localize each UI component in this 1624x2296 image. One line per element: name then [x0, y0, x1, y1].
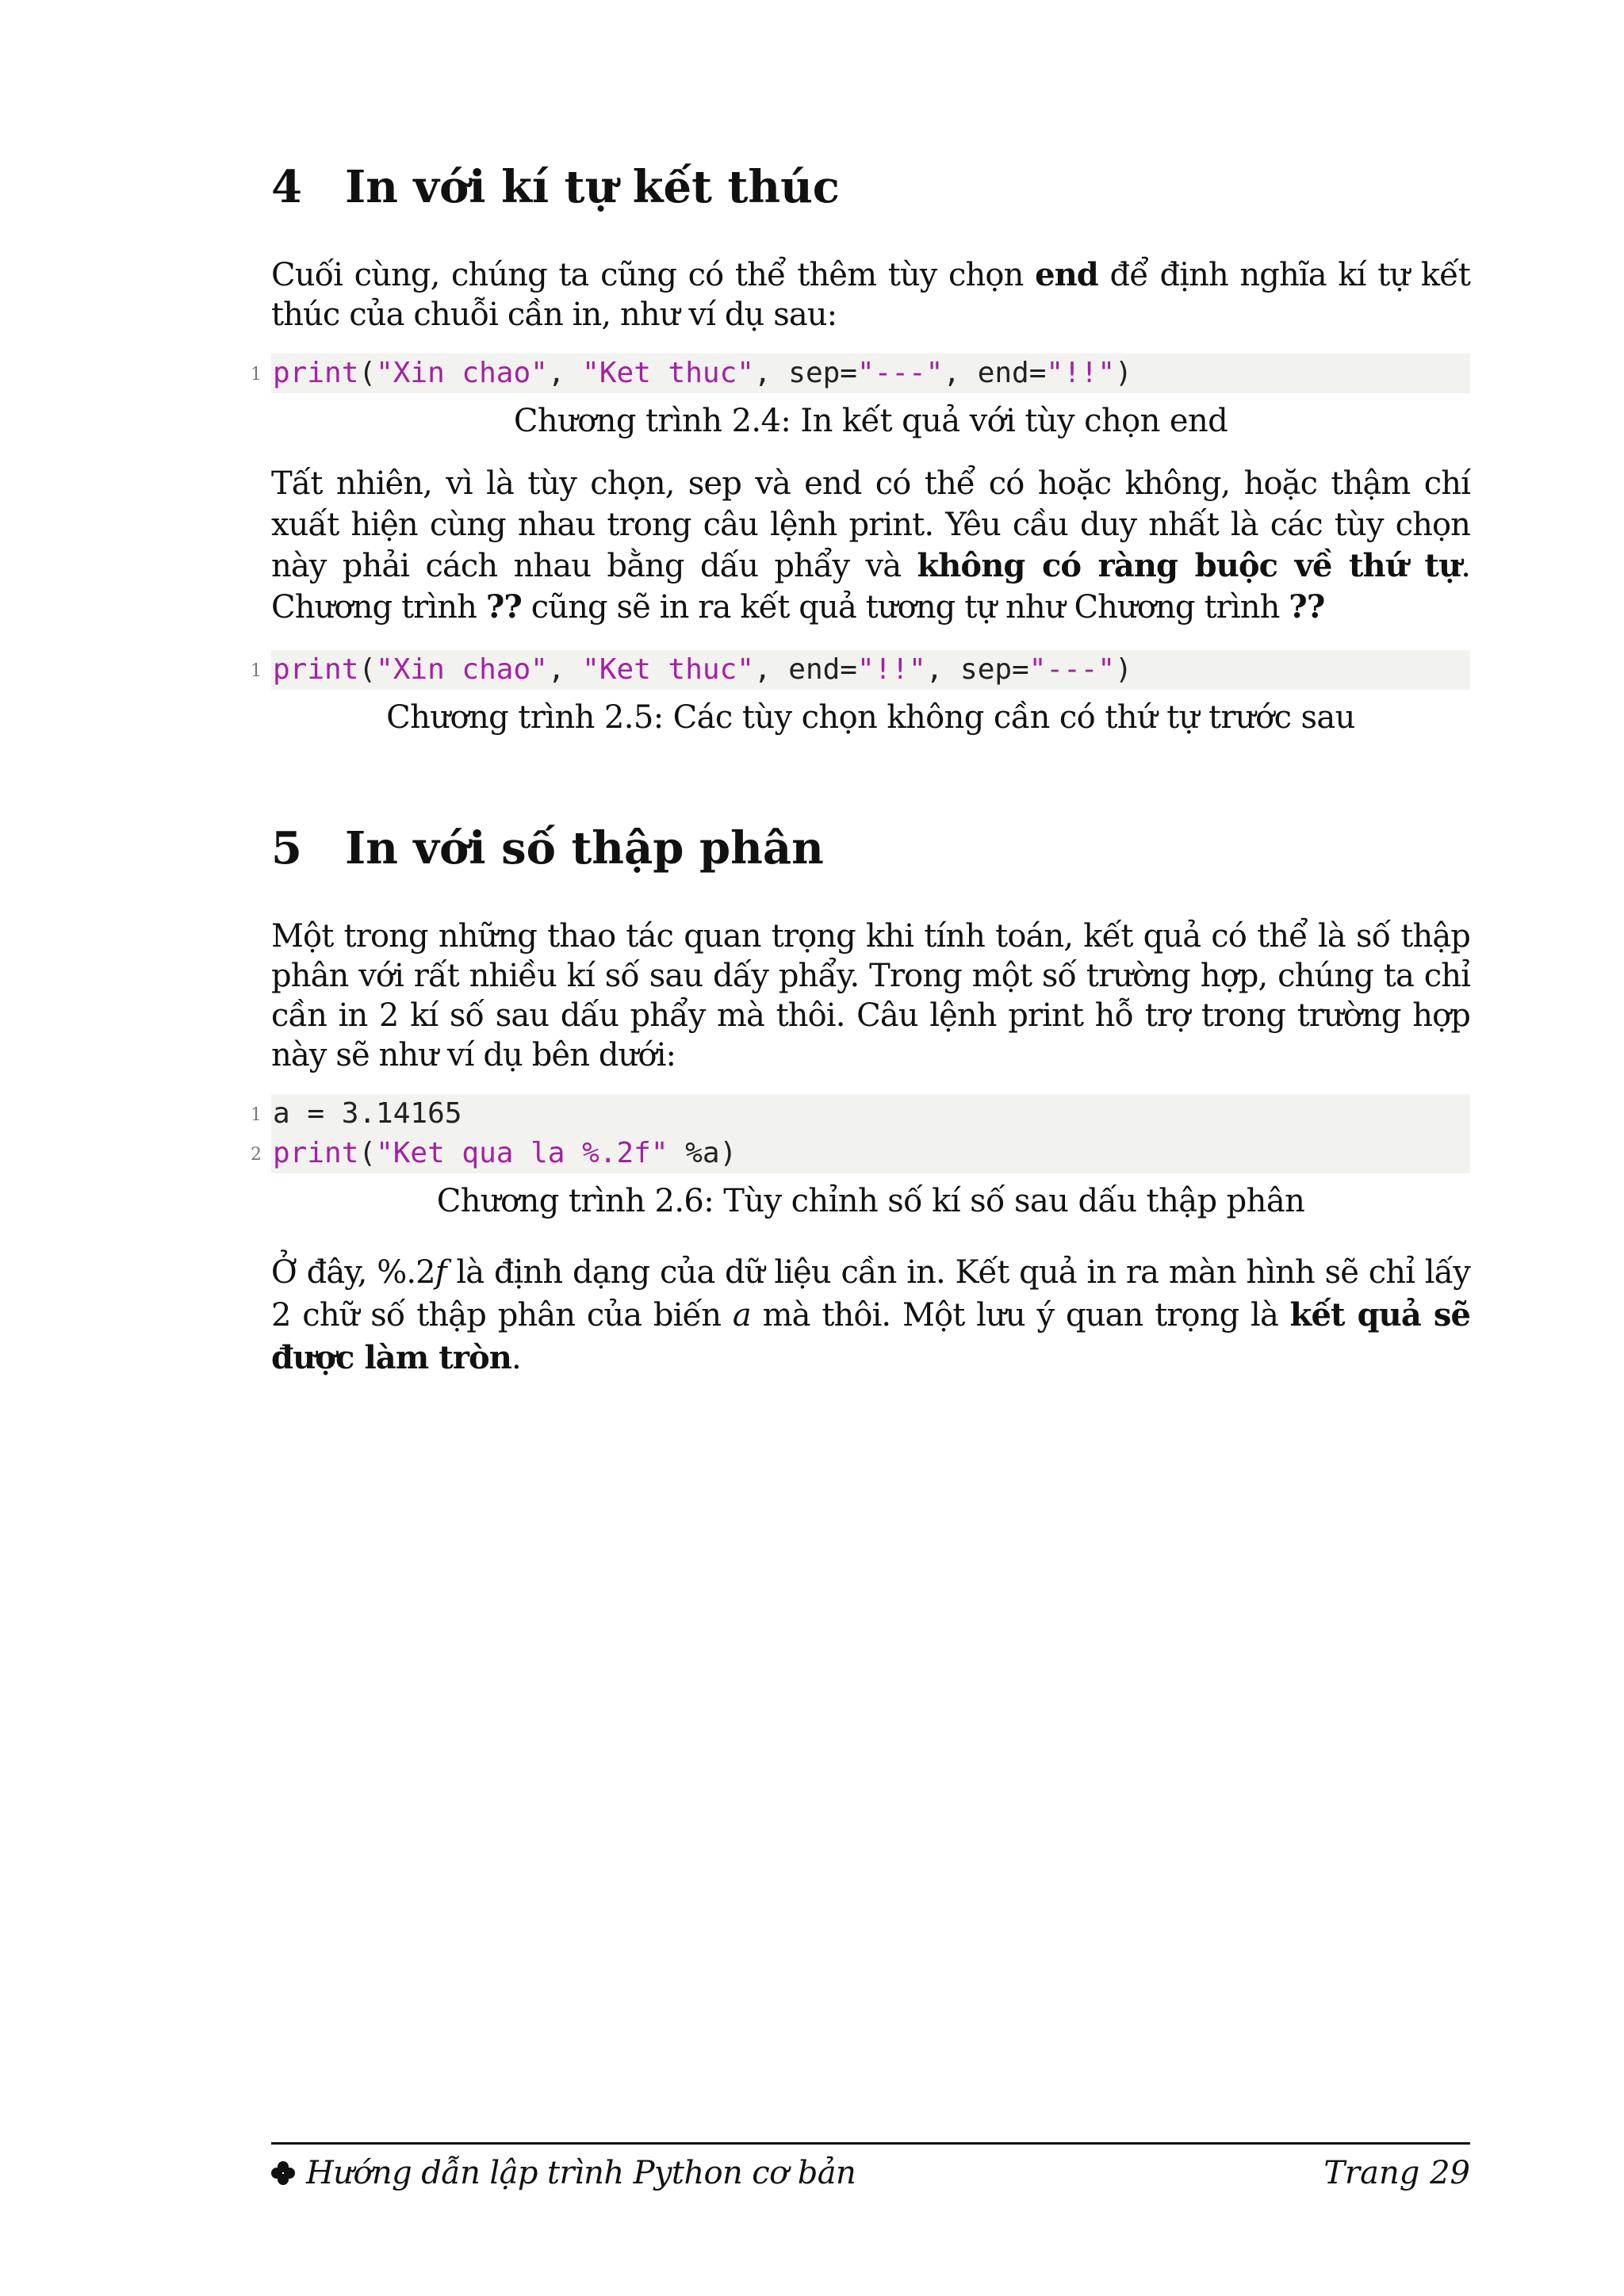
code-punct: , sep=	[753, 357, 857, 389]
para-bold: kết quả sẽ được làm tròn	[271, 1296, 1470, 1376]
code-listing-2-6	[251, 1094, 1470, 1173]
code-punct: (	[358, 357, 377, 389]
para-italic: f	[435, 1254, 446, 1291]
section-5-number: 5	[271, 822, 302, 874]
code-string: "Ket thuc"	[582, 653, 754, 686]
code-punct: ,	[547, 653, 583, 686]
para-text: mà thôi. Một lưu ý quan trọng là	[750, 1297, 1290, 1334]
para-text: để định nghĩa kí tự kết thúc của chuỗi cần in, như ví dụ sau:	[271, 257, 1471, 333]
section-5-paragraph-1: Một trong những thao tác quan trọng khi tính toán, kết quả có thể là số thập phân với rất nhiều kí số sau dấy phẩy. Trong một số trường hợp, chúng ta chỉ cần in 2 kí số sau dấu phẩy mà thôi. Câu lệnh print hỗ trợ trong trường hợp này sẽ như ví dụ bên dưới:	[271, 918, 1470, 1073]
code-line	[251, 650, 1470, 690]
code-punct: )	[1115, 357, 1132, 389]
missing-reference: ??	[1289, 588, 1325, 626]
code-string: "!!"	[856, 653, 926, 686]
code-punct: ,	[547, 357, 583, 389]
code-string: "!!"	[1046, 357, 1116, 389]
section-4-heading	[271, 161, 840, 213]
para-text: . Chương trình	[271, 548, 1471, 626]
page-number: Trang 29	[1323, 2155, 1470, 2191]
section-4-number: 4	[271, 161, 302, 213]
code-line	[251, 354, 1470, 393]
code-punct: , sep=	[925, 653, 1029, 686]
code-punct: , end=	[943, 357, 1047, 389]
para-text: là định dạng của dữ liệu cần in. Kết quả in ra màn hình sẽ chỉ lấy 2 chữ số thập phân của biến	[271, 1254, 1470, 1334]
section-4-title: In với kí tự kết thúc	[345, 161, 840, 213]
footer-title	[271, 2155, 856, 2191]
para-bold: end	[1035, 256, 1098, 293]
line-number: 2	[251, 1145, 262, 1165]
clover-icon	[271, 2161, 295, 2185]
code-listing-2-5	[251, 650, 1470, 690]
code-statement: a = 3.14165	[273, 1097, 462, 1130]
code-string: "---"	[856, 357, 944, 389]
code-keyword: print	[273, 1137, 359, 1169]
line-number: 1	[251, 365, 262, 385]
code-line	[251, 1134, 1470, 1173]
code-punct: (	[358, 653, 377, 686]
para-text: Tất nhiên, vì là tùy chọn, sep và end có thể có hoặc không, hoặc thậm chí xuất hiện cùng nhau trong câu lệnh print. Yêu cầu duy nhất là các tùy chọn này phải cách nhau bằng dấu phẩy và	[271, 465, 1470, 584]
section-4-paragraph-1	[271, 255, 1470, 335]
code-line	[251, 1094, 1470, 1134]
code-punct: (	[358, 1137, 377, 1169]
caption-2-5: Chương trình 2.5: Các tùy chọn không cần có thứ tự trước sau	[386, 699, 1355, 736]
para-text: Cuối cùng, chúng ta cũng có thể thêm tùy chọn	[271, 257, 1036, 293]
code-keyword: print	[273, 357, 359, 389]
code-punct: %a)	[668, 1137, 737, 1169]
line-number: 1	[251, 661, 262, 681]
line-number: 1	[251, 1105, 262, 1125]
para-text: Ở đây, %.2	[271, 1254, 435, 1291]
code-listing-2-4	[251, 354, 1470, 393]
footer-book-title: Hướng dẫn lập trình Python cơ bản	[306, 2155, 856, 2191]
code-string: "---"	[1028, 653, 1116, 686]
code-string: "Xin chao"	[376, 357, 548, 389]
code-punct: , end=	[753, 653, 857, 686]
para-text: .	[511, 1340, 521, 1376]
para-text: cũng sẽ in ra kết quả tương tự như Chương trình	[521, 589, 1289, 626]
para-italic: a	[732, 1297, 751, 1334]
code-string: "Xin chao"	[376, 653, 548, 686]
code-punct: )	[1115, 653, 1132, 686]
section-5-title: In với số thập phân	[345, 822, 824, 874]
caption-2-6: Chương trình 2.6: Tùy chỉnh số kí số sau dấu thập phân	[436, 1183, 1305, 1219]
footer-rule	[271, 2142, 1470, 2145]
section-4-paragraph-2	[271, 463, 1470, 628]
caption-2-4: Chương trình 2.4: In kết quả với tùy chọn end	[513, 403, 1228, 439]
code-string: "Ket thuc"	[582, 357, 754, 389]
missing-reference: ??	[485, 588, 522, 626]
section-5-heading	[271, 822, 824, 874]
section-5-paragraph-2	[271, 1251, 1470, 1380]
para-bold: không có ràng buộc về thứ tự	[917, 547, 1461, 584]
code-keyword: print	[273, 653, 359, 686]
code-string: "Ket qua la %.2f"	[376, 1137, 668, 1169]
